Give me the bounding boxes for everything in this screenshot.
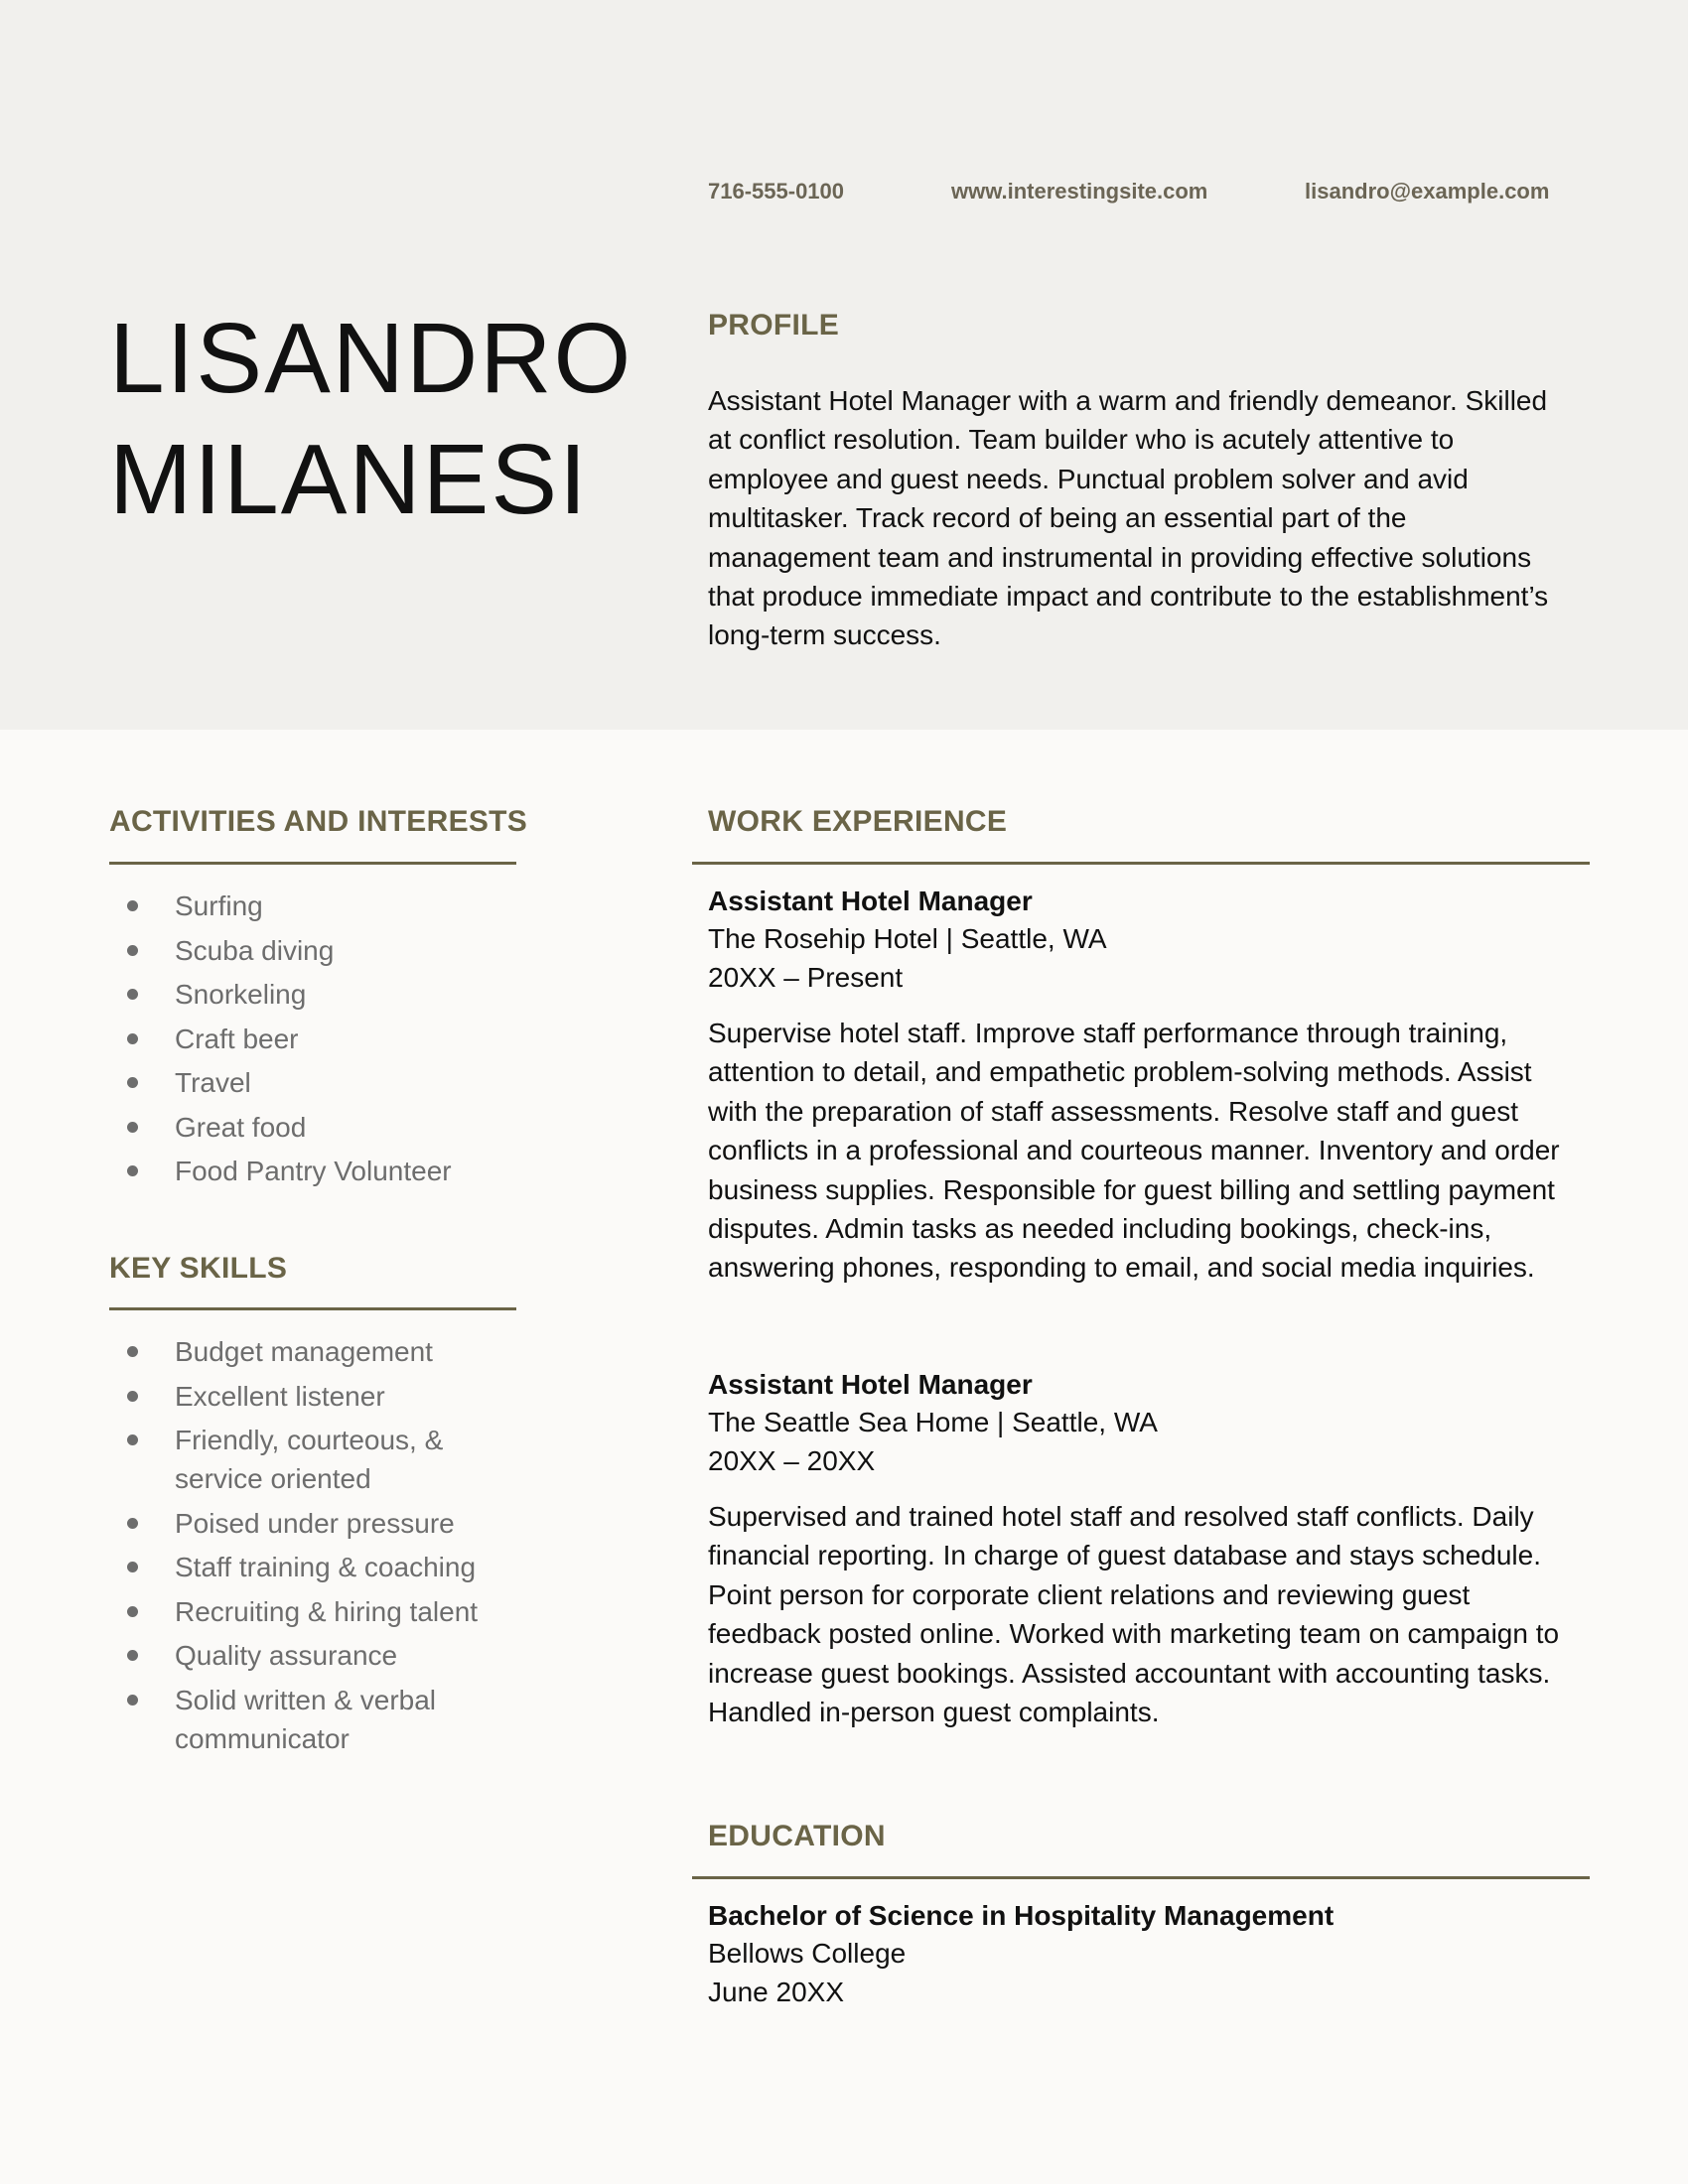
education-heading: EDUCATION [708,1820,886,1852]
job-title: Assistant Hotel Manager [708,886,1033,916]
job-title: Assistant Hotel Manager [708,1369,1033,1400]
bullet-icon [127,900,138,911]
last-name: MILANESI [109,424,589,535]
first-name: LISANDRO [109,303,633,414]
bullet-icon [127,1122,138,1133]
list-item: Solid written & verbal communicator [109,1681,526,1758]
education-divider [692,1876,1590,1879]
list-item: Food Pantry Volunteer [109,1152,526,1190]
list-item: Friendly, courteous, & service oriented [109,1421,526,1498]
job-dates: 20XX – Present [708,962,904,993]
activities-divider [109,862,516,865]
job-company: The Seattle Sea Home | Seattle, WA [708,1407,1158,1437]
bullet-icon [127,1391,138,1402]
list-item: Travel [109,1063,526,1102]
list-item: Great food [109,1108,526,1147]
list-item: Scuba diving [109,931,526,970]
list-item: Poised under pressure [109,1504,526,1543]
bullet-icon [127,1077,138,1088]
activities-heading: ACTIVITIES AND INTERESTS [109,805,528,838]
skills-list [109,1332,526,1763]
list-item: Excellent listener [109,1377,526,1416]
bullet-icon [127,1165,138,1176]
contact-website: www.interestingsite.com [951,179,1208,204]
education-date: June 20XX [708,1977,844,2007]
job-description: Supervise hotel staff. Improve staff performance through training, attention to detail, and empathetic problem-solving methods. Assist with the preparation of staff assessments. Resolve staff and guest conflicts in a professional and courteous manner. Inventory and order business supplies. Responsible for guest billing and settling payment disputes. Admin tasks as needed including bookings, check-ins, answering phones, responding to email, and social media inquiries. [708,1018,1560,1284]
job-company: The Rosehip Hotel | Seattle, WA [708,923,1107,954]
bullet-icon [127,1346,138,1357]
list-item: Budget management [109,1332,526,1371]
skills-heading: KEY SKILLS [109,1252,288,1285]
activities-list [109,887,526,1196]
candidate-name [109,298,633,540]
bullet-icon [127,1518,138,1529]
list-item: Snorkeling [109,975,526,1014]
profile-heading: PROFILE [708,309,840,341]
profile-text: Assistant Hotel Manager with a warm and friendly demeanor. Skilled at conflict resolution. Team builder who is acutely attentive to employee and guest needs. Punctual problem solver and avid multitasker. Track record of being an essential part of the management team and instrumental in providing effective solutions that produce immediate impact and contribute to the establishment’s long-term success. [708,385,1549,651]
job-description: Supervised and trained hotel staff and resolved staff conflicts. Daily financial reporting. In charge of guest database and stays schedule. Point person for corporate client relations and reviewing guest feedback posted online. Worked with marketing team on campaign to increase guest bookings. Assisted accountant with accounting tasks. Handled in-person guest complaints. [708,1501,1560,1728]
list-item: Staff training & coaching [109,1548,526,1586]
education-degree: Bachelor of Science in Hospitality Management [708,1900,1335,1931]
contact-email: lisandro@example.com [1305,179,1550,204]
work-divider [692,862,1590,865]
bullet-icon [127,945,138,956]
bullet-icon [127,989,138,1000]
bullet-icon [127,1695,138,1706]
list-item: Quality assurance [109,1636,526,1675]
list-item: Recruiting & hiring talent [109,1592,526,1631]
bullet-icon [127,1606,138,1617]
bullet-icon [127,1434,138,1445]
list-item: Surfing [109,887,526,925]
bullet-icon [127,1562,138,1572]
education-school: Bellows College [708,1938,907,1969]
work-heading: WORK EXPERIENCE [708,805,1008,838]
bullet-icon [127,1033,138,1044]
bullet-icon [127,1650,138,1661]
skills-divider [109,1307,516,1310]
list-item: Craft beer [109,1020,526,1058]
job-dates: 20XX – 20XX [708,1445,876,1476]
contact-phone: 716-555-0100 [708,179,845,204]
